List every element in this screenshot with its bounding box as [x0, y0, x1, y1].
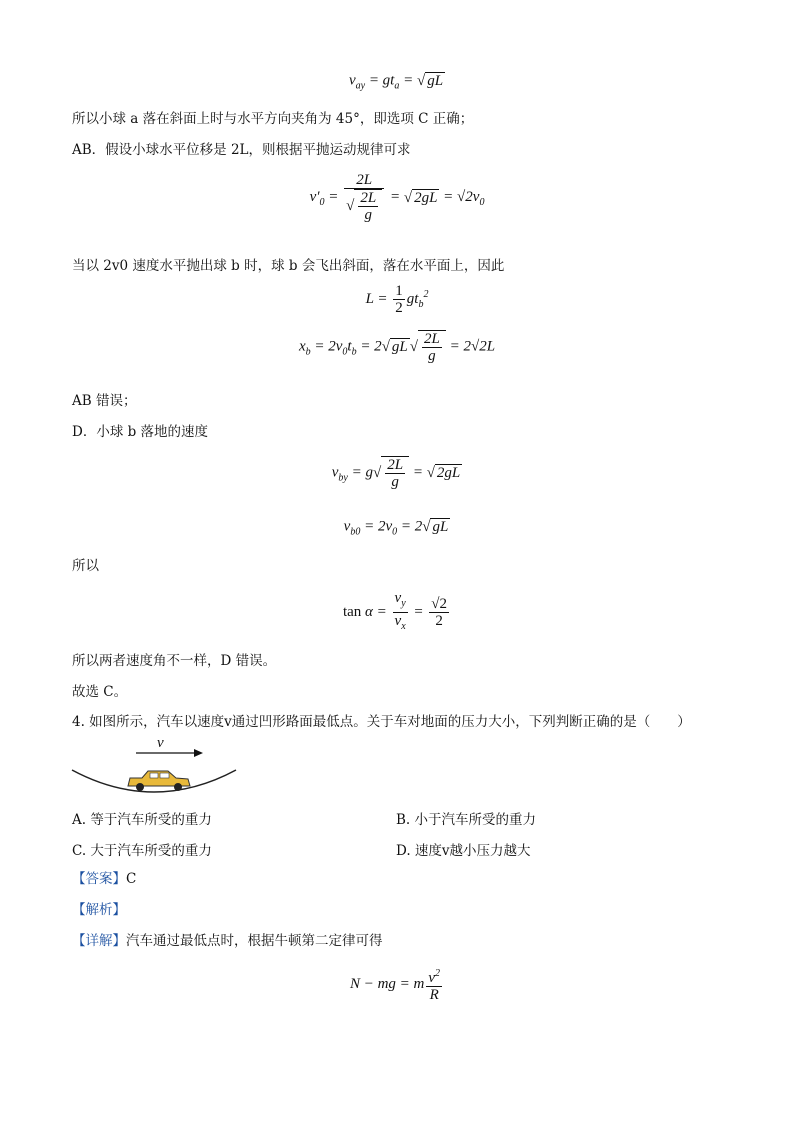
- paragraph-6: 所以: [72, 558, 99, 574]
- velocity-label: v: [157, 735, 164, 751]
- answer-value: C: [126, 871, 137, 887]
- equation-v0-prime: $v'_0$ = 2L √ $\frac{2L}{g}$ = √ $2gL = √2v_0$: [309, 172, 485, 223]
- paragraph-2: AB．假设小球水平位移是 2L，则根据平抛运动规律可求: [72, 142, 411, 158]
- paragraph-5: D．小球 b 落地的速度: [72, 424, 209, 440]
- detail-text: 汽车通过最低点时，根据牛顿第二定律可得: [126, 933, 383, 949]
- equation-tan-alpha: tan α = $\frac{v_y}{v_x}$ = $\frac{√2}{2}$: [342, 590, 448, 632]
- analysis-label: 【解析】: [72, 902, 126, 918]
- paragraph-1: 所以小球 a 落在斜面上时与水平方向夹角为 45°，即选项 C 正确；: [72, 111, 474, 127]
- detail-line: [72, 932, 383, 950]
- paragraph-8: 故选 C。: [72, 684, 128, 700]
- option-c: C. 大于汽车所受的重力: [72, 843, 212, 859]
- answer-line: [72, 870, 136, 888]
- equation-v-ay: $v_{ay} = gt_a$ = √ gL: [348, 72, 444, 92]
- answer-label: 【答案】: [72, 871, 126, 887]
- paragraph-3: 当以 2v0 速度水平抛出球 b 时，球 b 会飞出斜面，落在水平面上，因此: [72, 258, 505, 274]
- paragraph-7: 所以两者速度角不一样，D 错误。: [72, 653, 277, 669]
- equation-L: L = $\frac{1}{2}$ $gt_b^2$: [365, 283, 429, 316]
- equation-v-b0: $v_{b0} = 2v_0 = 2√$ gL: [343, 518, 449, 538]
- question-4: 4. 如图所示，汽车以速度v通过凹形路面最低点。关于车对地面的压力大小，下列判断正确的是（ ）: [72, 714, 691, 730]
- car-icon: [128, 771, 190, 791]
- option-b: B. 小于汽车所受的重力: [396, 812, 537, 828]
- equation-newton: N − mg = m $\frac{v^2}{R}$: [349, 968, 441, 1003]
- paragraph-4: AB 错误；: [72, 393, 137, 409]
- detail-label: 【详解】: [72, 933, 126, 949]
- option-d: D. 速度v越小压力越大: [396, 843, 531, 859]
- equation-v-by: $v_{by} = g√$ $\frac{2L}{g}$ = √ 2gL: [331, 457, 461, 490]
- option-a: A. 等于汽车所受的重力: [72, 812, 212, 828]
- equation-x-b: $x_b = 2v_0t_b = 2√$ gL √ $\frac{2L}{g}$ = 2√2L: [298, 331, 496, 364]
- concave-road-car-figure: [70, 736, 240, 796]
